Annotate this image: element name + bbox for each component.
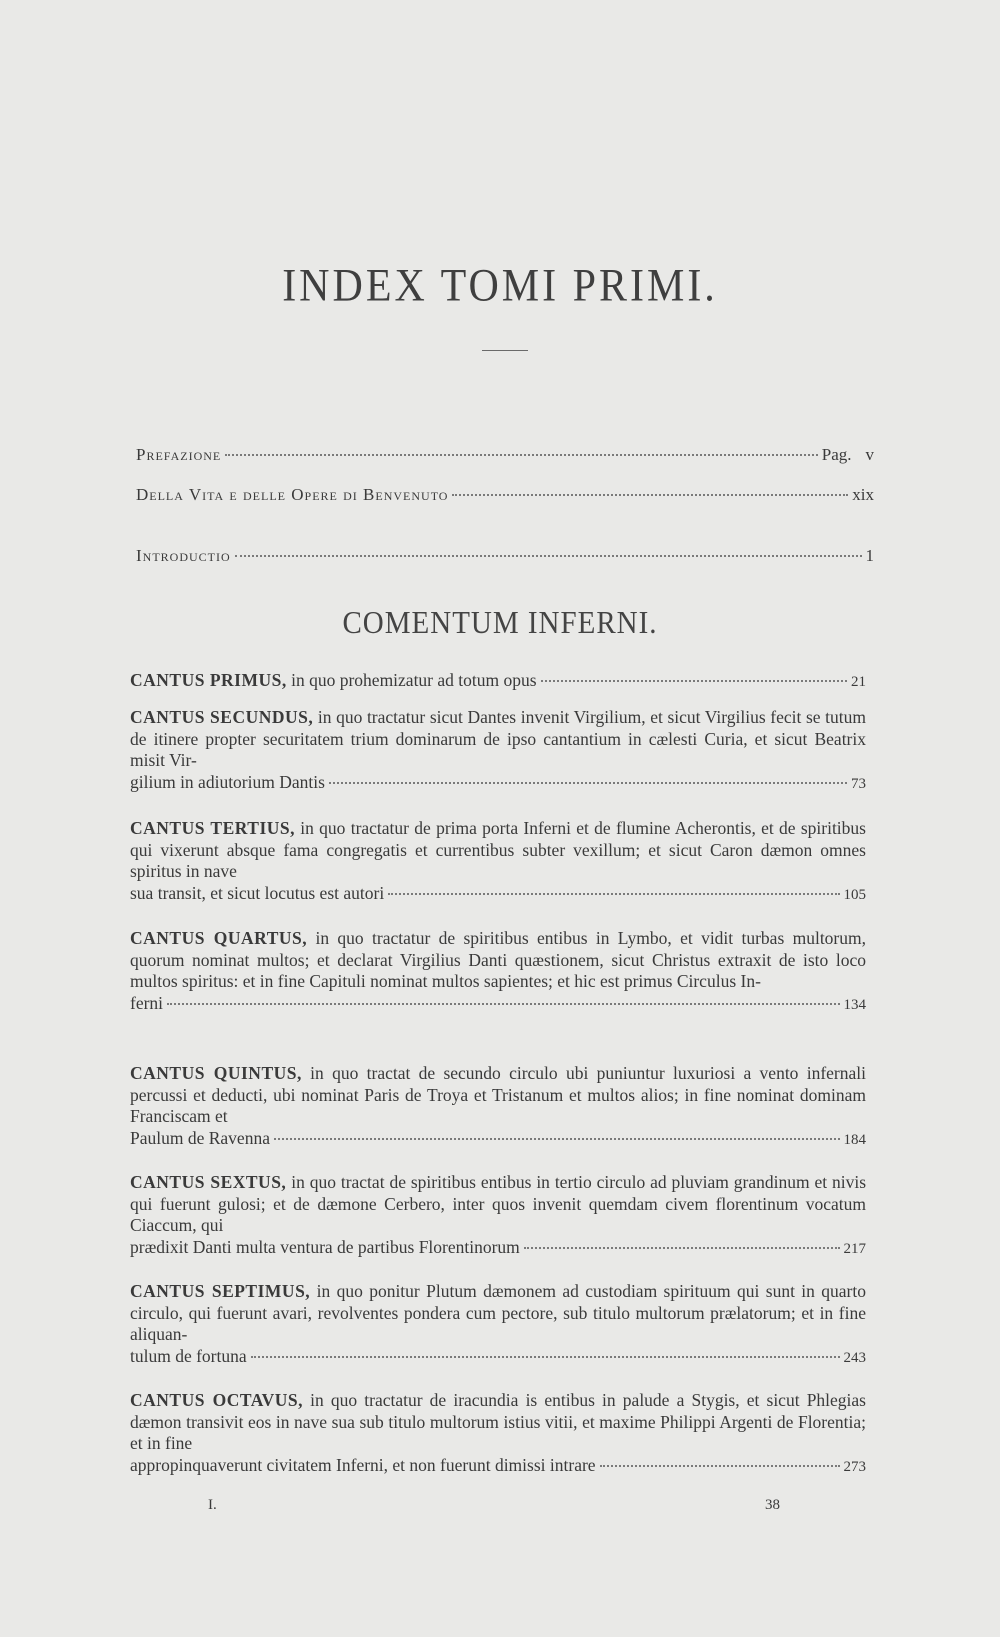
- canto-lead: CANTUS SECUNDUS,: [130, 707, 314, 727]
- canto-last-line: tulum de fortuna: [130, 1345, 247, 1366]
- front-entry-page: xix: [852, 485, 874, 504]
- signature-mark: I.: [208, 1497, 217, 1513]
- canto-entry-1: [130, 670, 866, 694]
- leader-dots: [524, 1247, 840, 1249]
- front-entry-label: Della Vita e delle Opere di Benvenuto: [136, 485, 449, 504]
- leader-dots: [388, 893, 839, 895]
- front-entry-label: Prefazione: [136, 445, 222, 464]
- canto-lead: CANTUS SEXTUS,: [130, 1172, 287, 1192]
- front-entry-label: Introductio: [136, 546, 231, 565]
- canto-last-line: sua transit, et sicut locutus est autori: [130, 882, 385, 903]
- canto-lead: CANTUS OCTAVUS,: [130, 1390, 303, 1410]
- leader-dots: [274, 1138, 840, 1140]
- canto-page: 73: [851, 775, 866, 792]
- sheet-number: 38: [765, 1497, 780, 1513]
- canto-last-line: in quo prohemizatur ad totum opus: [291, 670, 537, 690]
- canto-body: in quo tractatur sicut Dantes invenit Virgilium, et sicut Virgilius fecit se tutum de itinere propter securitatem trium dominarum de ipso cantantium in cælesti Curia, et sicut Beatrix misit Vir-: [130, 707, 866, 770]
- canto-entry-8: [130, 1390, 866, 1478]
- canto-entry-3: [130, 818, 866, 906]
- canto-body: in quo tractatur de iracundia is entibus in palude a Stygis, et sicut Phlegias dæmon transivit eos in nave sua sub titulo multorum istius vitii, et maxime Philippi Argenti de Florentia; et in fine: [130, 1390, 866, 1453]
- canto-body: in quo ponitur Plutum dæmonem ad custodiam spirituum qui sunt in quarto circulo, qui fuerunt avari, revolventes pondera cum pectore, sub titulo multorum prælatorum; et in fine aliquan-: [130, 1281, 867, 1344]
- canto-lead: CANTUS QUARTUS,: [130, 928, 308, 948]
- front-entry-introductio: [136, 546, 874, 570]
- canto-last-line: gilium in adiutorium Dantis: [130, 771, 325, 792]
- page-title: INDEX TOMI PRIMI.: [282, 260, 718, 312]
- canto-page: 134: [843, 996, 866, 1013]
- leader-dots: [541, 680, 847, 682]
- front-entry-vita: [136, 485, 874, 509]
- title-rule: [482, 350, 528, 351]
- front-entry-prefazione: [136, 445, 874, 469]
- canto-entry-5: [130, 1063, 866, 1151]
- leader-dots: [251, 1356, 840, 1358]
- canto-page: 105: [843, 886, 866, 903]
- canto-entry-6: [130, 1172, 866, 1260]
- leader-dots: [600, 1465, 840, 1467]
- canto-body: in quo tractat de spiritibus entibus in tertio circulo ad pluviam grandinum et nivis qui fuerunt gulosi; et de dæmone Cerbero, inter quos invenit quemdam civem florentinum vocatum Ciaccum, qui: [130, 1172, 867, 1235]
- canto-page: 217: [843, 1240, 866, 1257]
- canto-body: in quo tractatur de prima porta Inferni et de flumine Acherontis, et de spiritibus qui vixerunt absque fama congregatis et currentibus subter vexillum; et sicut Caron dæmon omnes spiritus in nave: [130, 818, 866, 881]
- canto-page: 273: [843, 1458, 866, 1475]
- canto-page: 184: [843, 1131, 866, 1148]
- front-entry-page-prefix: Pag.: [821, 445, 852, 464]
- canto-page: 243: [843, 1349, 866, 1366]
- canto-last-line: Paulum de Ravenna: [130, 1127, 270, 1148]
- canto-entry-2: [130, 707, 866, 795]
- leader-dots: [167, 1003, 839, 1005]
- canto-lead: CANTUS QUINTUS,: [130, 1063, 302, 1083]
- canto-body: in quo tractat de secundo circulo ubi puniuntur luxuriosi a vento infernali percussi et deducti, ubi nominat Paris de Troya et Tristanum et multos alios; in fine nominat dominam Franciscam et: [130, 1063, 866, 1126]
- canto-entry-4: [130, 928, 866, 1016]
- canto-last-line: prædixit Danti multa ventura de partibus Florentinorum: [130, 1236, 520, 1257]
- leader-dots: [235, 555, 862, 557]
- canto-entry-7: [130, 1281, 866, 1369]
- canto-body: in quo tractatur de spiritibus entibus in Lymbo, et vidit turbas multorum, quorum nominat multos; et declarat Virgilius Danti quæstionem, sicut Christus extraxit de isto loco multos spiritus: et in fine Capituli nominat multos sapientes; et hic est primus Circulus In-: [130, 928, 866, 991]
- front-entry-page: 1: [865, 546, 874, 565]
- canto-lead: CANTUS SEPTIMUS,: [130, 1281, 311, 1301]
- front-entry-page: v: [865, 445, 874, 464]
- leader-dots: [225, 454, 818, 456]
- canto-last-line: ferni: [130, 992, 164, 1013]
- leader-dots: [452, 494, 848, 496]
- section-title: COMENTUM INFERNI.: [342, 605, 658, 641]
- canto-last-line: appropinquaverunt civitatem Inferni, et non fuerunt dimissi intrare: [130, 1454, 596, 1475]
- canto-lead: CANTUS TERTIUS,: [130, 818, 296, 838]
- leader-dots: [329, 782, 847, 784]
- canto-lead: CANTUS PRIMUS,: [130, 670, 287, 690]
- canto-page: 21: [851, 674, 866, 690]
